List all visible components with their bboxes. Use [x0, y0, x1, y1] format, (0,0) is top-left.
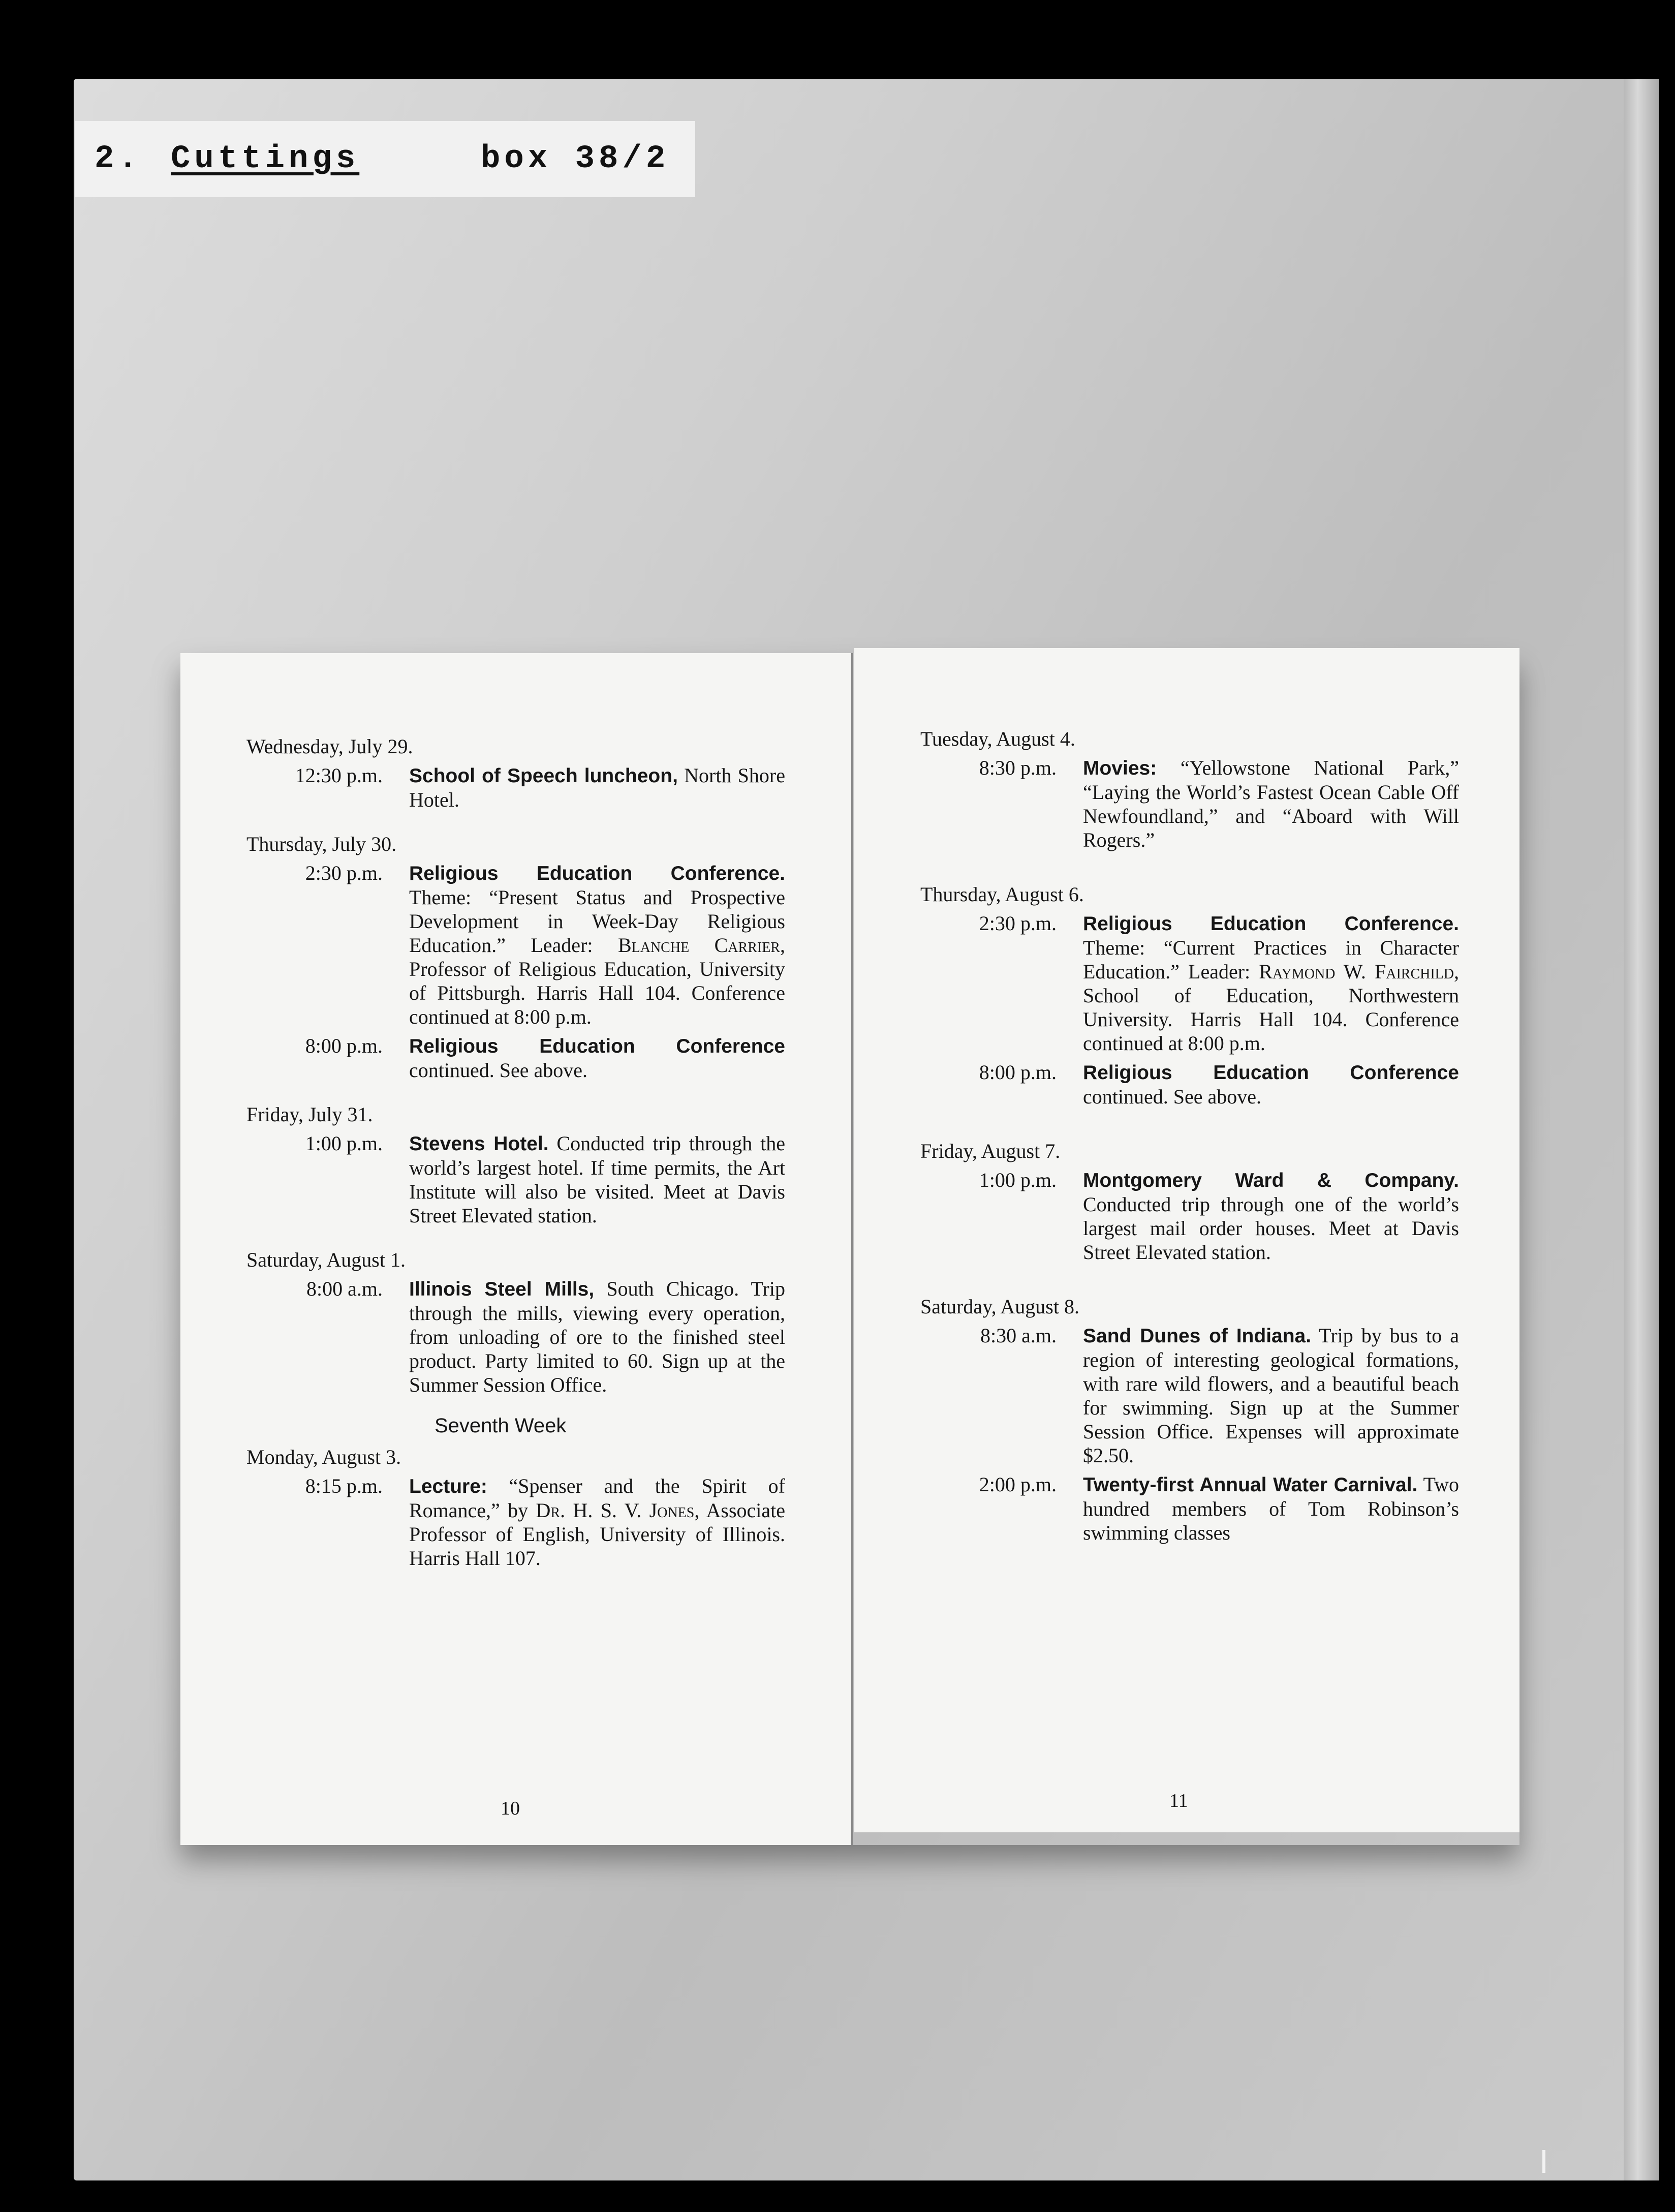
- event-time: 8:00 a.m.: [306, 1277, 383, 1300]
- schedule-day: [246, 734, 785, 812]
- page-number-left: 10: [501, 1798, 520, 1819]
- event-time: 8:30 p.m.: [979, 756, 1057, 779]
- day-heading: Monday, August 3.: [246, 1446, 401, 1468]
- event-title: Stevens Hotel.: [409, 1133, 549, 1155]
- right-page: [854, 648, 1519, 1832]
- film-mark: [1542, 2150, 1545, 2173]
- schedule-day: [920, 727, 1459, 852]
- event-text: Trip by bus to a region of interesting geological formations, with rare wild flowers, and a beautiful beach for swimming. Sign up at the Summer Session Office. Expenses will approximate $2.50.: [1083, 1324, 1459, 1467]
- event-time: 12:30 p.m.: [295, 764, 383, 787]
- event-description: [409, 1131, 785, 1227]
- event-title: Religious Education Conference: [1083, 1062, 1459, 1084]
- page-number-right: 11: [1169, 1790, 1188, 1811]
- day-heading: Saturday, August 1.: [246, 1248, 406, 1271]
- schedule-event: [920, 756, 1459, 852]
- event-description: [409, 1034, 785, 1082]
- schedule-day: [246, 1445, 785, 1570]
- day-heading: Friday, July 31.: [246, 1103, 373, 1126]
- schedule-event: [920, 1324, 1459, 1467]
- event-title: School of Speech luncheon,: [409, 765, 678, 787]
- schedule-day: [920, 1139, 1459, 1264]
- event-title: Twenty-first Annual Water Carnival.: [1083, 1474, 1418, 1496]
- event-text-continued: , School of Education, Northwestern University. Harris Hall 104. Conference continued at 8:00 p.m.: [1083, 960, 1459, 1055]
- event-time: 1:00 p.m.: [305, 1132, 383, 1155]
- event-title: Illinois Steel Mills,: [409, 1278, 595, 1300]
- event-text: Conducted trip through one of the world’s largest mail order houses. Meet at Davis Street Elevated station.: [1083, 1193, 1459, 1264]
- label-box: box 38/2: [481, 141, 670, 177]
- event-text-continued: , Professor of Religious Education, University of Pittsburgh. Harris Hall 104. Conference continued at 8:00 p.m.: [409, 934, 785, 1028]
- schedule-day: [246, 1102, 785, 1227]
- left-page: [180, 653, 853, 1845]
- event-text: Theme: “Present Status and Prospective Development in Week-Day Religious Education.” Leader:: [409, 886, 785, 957]
- day-heading: Thursday, July 30.: [246, 833, 397, 855]
- event-title: Sand Dunes of Indiana.: [1083, 1325, 1312, 1347]
- schedule-event: [920, 911, 1459, 1055]
- event-description: [409, 1474, 785, 1570]
- event-time: 8:15 p.m.: [305, 1474, 383, 1497]
- schedule-event: [246, 1034, 785, 1082]
- event-description: [1083, 1472, 1459, 1545]
- schedule-day: [246, 832, 785, 1082]
- event-title: Religious Education Conference.: [409, 863, 785, 884]
- event-description: [409, 763, 785, 812]
- schedule-event: [246, 1474, 785, 1570]
- event-description: [1083, 1060, 1459, 1109]
- event-time: 8:00 p.m.: [305, 1034, 383, 1057]
- archive-label: [75, 121, 695, 197]
- event-title: Montgomery Ward & Company.: [1083, 1170, 1459, 1191]
- event-description: [1083, 1324, 1459, 1467]
- day-heading: Tuesday, August 4.: [920, 727, 1075, 750]
- label-title: Cuttings: [171, 141, 360, 177]
- schedule-event: [246, 1277, 785, 1397]
- sheet-edge: [1624, 79, 1659, 2180]
- day-heading: Saturday, August 8.: [920, 1295, 1079, 1318]
- event-time: 2:30 p.m.: [305, 862, 383, 884]
- event-description: [1083, 911, 1459, 1055]
- day-heading: Wednesday, July 29.: [246, 735, 413, 758]
- left-page-content: [246, 734, 785, 1580]
- event-title: Religious Education Conference: [409, 1035, 785, 1057]
- event-text: South Chicago. Trip through the mills, viewing every operation, from unloading of ore to the finished steel product. Party limited to 60. Sign up at the Summer Session Office.: [409, 1277, 785, 1396]
- event-time: 8:30 a.m.: [980, 1324, 1057, 1347]
- event-text: Two hundred members of Tom Robinson’s swimming classes: [1083, 1473, 1459, 1544]
- event-text: Theme: “Current Practices in Character Education.” Leader:: [1083, 936, 1459, 983]
- event-title: Religious Education Conference.: [1083, 913, 1459, 935]
- event-title: Movies:: [1083, 757, 1157, 779]
- event-text: continued. See above.: [409, 1059, 587, 1082]
- event-time: 2:00 p.m.: [979, 1473, 1057, 1496]
- event-text: “Spenser and the Spirit of Romance,” by: [409, 1474, 785, 1522]
- event-time: 2:30 p.m.: [979, 912, 1057, 935]
- schedule-event: [920, 1472, 1459, 1545]
- schedule-event: [246, 763, 785, 812]
- schedule-event: [246, 1131, 785, 1227]
- event-person: Dr. H. S. V. Jones: [536, 1499, 695, 1522]
- event-description: [1083, 756, 1459, 852]
- event-time: 8:00 p.m.: [979, 1061, 1057, 1084]
- label-number: 2.: [95, 141, 142, 177]
- event-text: North Shore Hotel.: [409, 764, 786, 811]
- event-time: 1:00 p.m.: [979, 1169, 1057, 1191]
- event-text: continued. See above.: [1083, 1085, 1261, 1108]
- event-description: [409, 861, 785, 1029]
- event-person: Blanche Carrier: [617, 934, 780, 957]
- schedule-day: [920, 882, 1459, 1109]
- schedule-day: [246, 1248, 785, 1397]
- event-person: Raymond W. Fairchild: [1259, 960, 1454, 983]
- schedule-event: [920, 1168, 1459, 1264]
- booklet-spread: [180, 653, 1519, 1845]
- day-heading: Friday, August 7.: [920, 1140, 1061, 1162]
- week-heading: Seventh Week: [435, 1415, 567, 1437]
- event-text: “Yellowstone National Park,” “Laying the World’s Fastest Ocean Cable Off Newfoundland,” and “Aboard with Will Rogers.”: [1083, 756, 1459, 851]
- right-page-content: [920, 727, 1459, 1555]
- schedule-event: [920, 1060, 1459, 1109]
- event-title: Lecture:: [409, 1476, 487, 1497]
- event-description: [1083, 1168, 1459, 1264]
- event-text: Conducted trip through the world’s largest hotel. If time permits, the Art Institute will also be visited. Meet at Davis Street Elevated station.: [409, 1132, 785, 1227]
- schedule-day: [920, 1295, 1459, 1545]
- event-description: [409, 1277, 785, 1397]
- day-heading: Thursday, August 6.: [920, 883, 1084, 906]
- schedule-event: [246, 861, 785, 1029]
- event-text-continued: , Associate Professor of English, University of Illinois. Harris Hall 107.: [409, 1499, 785, 1570]
